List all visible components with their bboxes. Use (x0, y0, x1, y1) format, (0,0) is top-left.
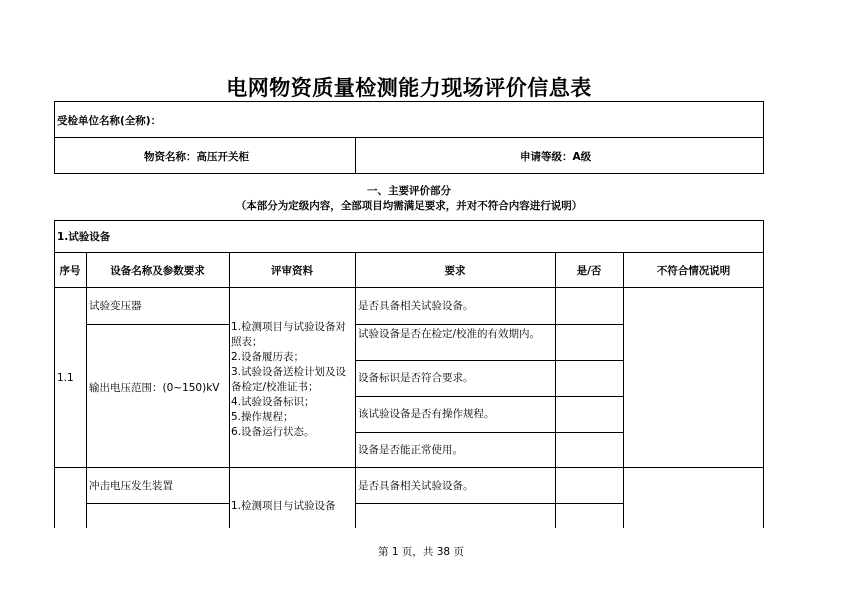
group-title-row (54, 220, 764, 253)
header-nonconform: 不符合情况说明 (656, 265, 731, 277)
header-seq: 序号 (59, 265, 81, 277)
req-line-4 (355, 432, 623, 433)
item-1-1-div-a (86, 288, 87, 468)
section-note: （本部分为定级内容，全部项目均需满足要求，并对不符合内容进行说明） (235, 200, 583, 212)
header-divider (355, 137, 356, 174)
item-1-2-div-b (229, 468, 230, 528)
header-yesno: 是/否 (576, 265, 602, 277)
header-equipment: 设备名称及参数要求 (110, 265, 205, 277)
item-1-2-equip-split (86, 503, 229, 504)
item-1-2-block (54, 468, 764, 528)
main-table (54, 220, 765, 512)
item-1-1-equip-param: 输出电压范围：(0~150)kV (89, 382, 220, 394)
item-1-1-req-3: 设备标识是否符合要求。 (358, 372, 474, 384)
section-title: 一、主要评价部分 (367, 185, 451, 197)
page-title: 电网物资质量检测能力现场评价信息表 (226, 76, 592, 100)
item-1-2-req-1: 是否具备相关试验设备。 (358, 480, 474, 492)
inspected-unit-label: 受检单位名称(全称)： (57, 115, 162, 127)
item-1-1-req-5: 设备是否能正常使用。 (358, 444, 463, 456)
item-1-1-review: 1.检测项目与试验设备对照表； 2.设备履历表； 3.试验设备送检计划及设备检定/校准证书； 4.试验设备标识； 5.操作规程； 6.设备运行状态。 (231, 321, 347, 438)
item-1-1-div-e (623, 288, 624, 468)
item-1-2-equip-name: 冲击电压发生装置 (89, 480, 173, 492)
apply-level: 申请等级：A级 (520, 151, 592, 163)
item-1-2-div-c (355, 468, 356, 528)
req-line-1 (355, 324, 623, 325)
item-1-1-seq: 1.1 (57, 372, 74, 384)
item-1-2-req-line (355, 503, 623, 504)
group-title: 1.试验设备 (57, 231, 111, 243)
req-line-2 (355, 360, 623, 361)
item-1-1-div-c (355, 288, 356, 468)
material-name: 物资名称：高压开关柜 (144, 151, 249, 163)
item-1-2-div-d (555, 468, 556, 528)
item-1-1-div-b (229, 288, 230, 468)
header-review: 评审资料 (271, 265, 313, 277)
item-1-2-div-e (623, 468, 624, 528)
req-line-3 (355, 396, 623, 397)
header-requirement: 要求 (444, 265, 466, 277)
item-1-2-review: 1.检测项目与试验设备 (231, 500, 336, 512)
item-1-1-div-d (555, 288, 556, 468)
item-1-1-req-1: 是否具备相关试验设备。 (358, 300, 474, 312)
item-1-2-div-a (86, 468, 87, 528)
item-1-1-req-4: 该试验设备是否有操作规程。 (358, 408, 495, 420)
item-1-1-req-2: 试验设备是否在检定/校准的有效期内。 (358, 328, 541, 340)
equip-split-line (86, 324, 229, 325)
item-1-1-equip-name: 试验变压器 (89, 300, 142, 312)
page-footer: 第 1 页，共 38 页 (378, 546, 464, 558)
